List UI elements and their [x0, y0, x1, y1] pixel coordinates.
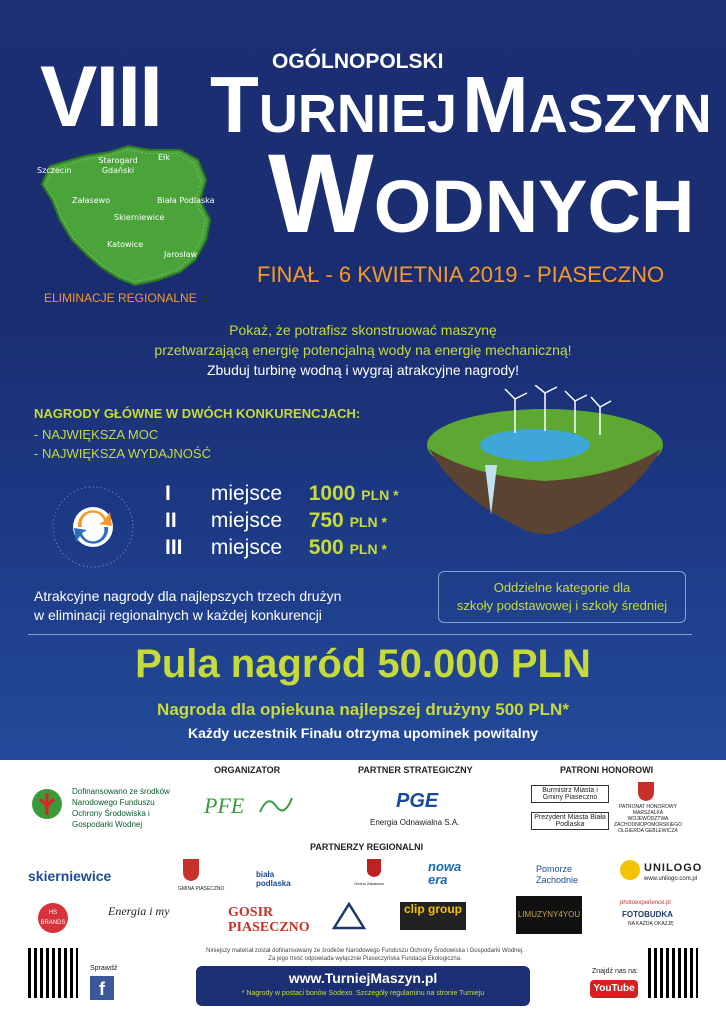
prize-word: miejsce: [210, 536, 283, 559]
disclaimer-line-2: Za jego treść odpowiada wyłącznie Piaseczyńska Fundacja Ekologiczna.: [268, 956, 462, 962]
prize-word: miejsce: [210, 509, 283, 532]
map-city-skierniewice: Skierniewice: [114, 213, 165, 222]
prize-category-moc: - NAJWIĘKSZA MOC: [34, 427, 159, 442]
partner-biala-podlaska: biała podlaska: [256, 870, 291, 888]
map-city-jaroslaw: Jarosław: [164, 250, 198, 259]
prize-unit: PLN *: [349, 541, 387, 557]
prize-unit: PLN *: [349, 514, 387, 530]
partner-mountain-icon: [332, 900, 366, 930]
prizes-heading: NAGRODY GŁÓWNE W DWÓCH KONKURENCJACH:: [34, 406, 361, 421]
partner-hs-brands: HS BRANDS: [38, 903, 68, 933]
prize-amount: 500: [308, 536, 344, 559]
prize-unit: PLN *: [361, 487, 399, 503]
pge-subtitle: Energia Odnawialna S.A.: [370, 818, 460, 827]
prize-amount: 1000: [308, 482, 356, 505]
edition-number: VIII: [40, 49, 162, 145]
nfosigw-logo: [30, 787, 64, 821]
pfe-logo: PFE: [204, 793, 245, 818]
intro-line-3: Zbuduj turbinę wodną i wygraj atrakcyjne nagrody!: [206, 362, 520, 378]
maszyn-rest: ASZYN: [528, 84, 712, 144]
organizer-label: ORGANIZATOR: [214, 765, 281, 775]
qr-code-right[interactable]: [648, 948, 698, 998]
prize-row-1: [165, 482, 399, 506]
facebook-label: Sprawdź: [90, 965, 118, 972]
partner-pomorze-zachodnie: Pomorze Zachodnie: [536, 864, 579, 885]
map-city-biala-podlaska: Biała Podlaska: [157, 196, 215, 205]
prize-row-3: [165, 536, 387, 560]
prize-pool-title: Pula nagród 50.000 PLN: [135, 642, 591, 686]
wodnych-initial: W: [268, 131, 374, 256]
gmina-piaseczno-crest: [182, 858, 200, 882]
partner-fotobudka-sub: NA KAŻDĄ OKAZJĘ: [628, 921, 674, 927]
facebook-icon[interactable]: f: [90, 976, 114, 1000]
final-date-line: FINAŁ - 6 KWIETNIA 2019 - PIASECZNO: [257, 262, 665, 287]
partner-nowa-era: nowa era: [428, 859, 462, 887]
separate-line-2: szkoły podstawowej i szkoły średniej: [456, 598, 668, 613]
partner-limuzyny: LIMUZYNY4YOU: [516, 896, 582, 934]
partner-photoexperience: photoexperience.pl: [620, 900, 671, 906]
youtube-wordmark: YouTube: [593, 983, 635, 994]
wodnych-rest: ODNYCH: [373, 165, 695, 248]
nfosigw-text: Dofinansowano ze środków Narodowego Funduszu Ochrony Środowiska i Gospodarki Wodnej: [72, 787, 170, 829]
disclaimer-line-1: Niniejszy materiał został dofinansowany ze środków Narodowego Funduszu Ochrony Środowiska i Gospodarki Wodnej.: [206, 948, 524, 954]
partner-skierniewice: skierniewice: [28, 868, 112, 884]
welcome-gift-line: Każdy uczestnik Finału otrzyma upominek powitalny: [187, 725, 539, 741]
partner-unilogo: UNILOGO: [644, 862, 703, 874]
youtube-label: Znajdź nas na:: [592, 968, 638, 975]
separate-line-1: Oddzielne kategorie dla: [493, 580, 631, 595]
partner-unilogo-icon: [620, 860, 640, 880]
strategic-partner-label: PARTNER STRATEGICZNY: [358, 765, 473, 775]
map-caption: ELIMINACJE REGIONALNE: [44, 291, 197, 305]
organizer-second-logo: [256, 790, 296, 820]
website-link[interactable]: www.TurniejMaszyn.pl: [288, 970, 438, 986]
ogolnopolski-label: OGÓLNOPOLSKI: [272, 50, 444, 73]
patron-marshal: PATRONAT HONOROWY MARSZAŁKA WOJEWÓDZTWA ZACHODNIOPOMORSKIEGO OLGIERDA GEBLEWICZA: [613, 804, 683, 834]
partner-fotobudka: FOTOBUDKA: [622, 910, 673, 919]
mentor-prize-line: Nagroda dla opiekuna najlepszej drużyny 500 PLN*: [157, 700, 569, 719]
prize-place: I: [165, 482, 171, 505]
map-city-elk: Ełk: [158, 153, 170, 162]
regional-line-2: w eliminacji regionalnych w każdej konkurencji: [34, 607, 322, 623]
prize-place: II: [165, 509, 177, 532]
youtube-icon[interactable]: [590, 980, 638, 998]
map-city-szczecin: Szczecin: [37, 166, 72, 175]
patron-biala-podlaska: Prezydent Miasta Biała Podlaska: [531, 812, 609, 830]
prize-word: miejsce: [210, 482, 283, 505]
zalasewo-crest: [366, 858, 382, 878]
turniej-initial: T: [210, 60, 259, 149]
intro-line-2: przetwarzającą energię potencjalną wody na energię mechaniczną!: [154, 342, 572, 358]
partner-gosir: GOSIR PIASECZNO: [228, 905, 310, 935]
intro-line-1: Pokaż, że potrafisz skonstruować maszynę: [229, 322, 497, 338]
map-city-starogard: Starogard Gdański: [98, 156, 138, 175]
patron-piaseczno: Burmistrz Miasta i Gminy Piaseczno: [531, 785, 609, 803]
separate-categories-box: [438, 571, 686, 623]
divider-line: [28, 634, 692, 635]
partner-zalasewo: Gmina Załasewo: [354, 881, 385, 886]
zachodniopomorskie-crest: [636, 780, 656, 802]
honorary-patrons-label: PATRONI HONOROWI: [560, 765, 654, 775]
prize-row-2: [165, 509, 387, 533]
sodexo-note: * Nagrody w postaci bonów Sodexo. Szczegóły regulaminu na stronie Turnieju: [241, 990, 485, 997]
qr-code-left[interactable]: [28, 948, 78, 998]
partner-energia-i-my: Energia i my: [108, 904, 170, 918]
title-wodnych: [268, 131, 695, 282]
pge-logo: PGE: [396, 790, 439, 812]
tournament-logo: [38, 472, 148, 582]
prize-amount: 750: [308, 509, 344, 532]
partner-unilogo-url: www.unilogo.com.pl: [644, 876, 698, 882]
turniej-rest: URNIEJ: [258, 84, 457, 144]
maszyn-initial: M: [462, 60, 529, 149]
partner-clip-group: clip group: [400, 902, 466, 930]
regional-line-1: Atrakcyjne nagrody dla najlepszych trzech drużyn: [34, 588, 342, 604]
map-city-katowice: Katowice: [107, 240, 144, 249]
regional-partners-label: PARTNERZY REGIONALNI: [310, 842, 424, 852]
website-box: [196, 966, 530, 1006]
prize-category-wydajnosc: - NAJWIĘKSZA WYDAJNOŚĆ: [34, 446, 211, 461]
floating-island-illustration: [415, 385, 675, 545]
prize-place: III: [165, 536, 183, 559]
map-city-zalasewo: Załasewo: [72, 196, 111, 205]
partner-gmina-piaseczno: GMINA PIASECZNO: [178, 886, 225, 892]
